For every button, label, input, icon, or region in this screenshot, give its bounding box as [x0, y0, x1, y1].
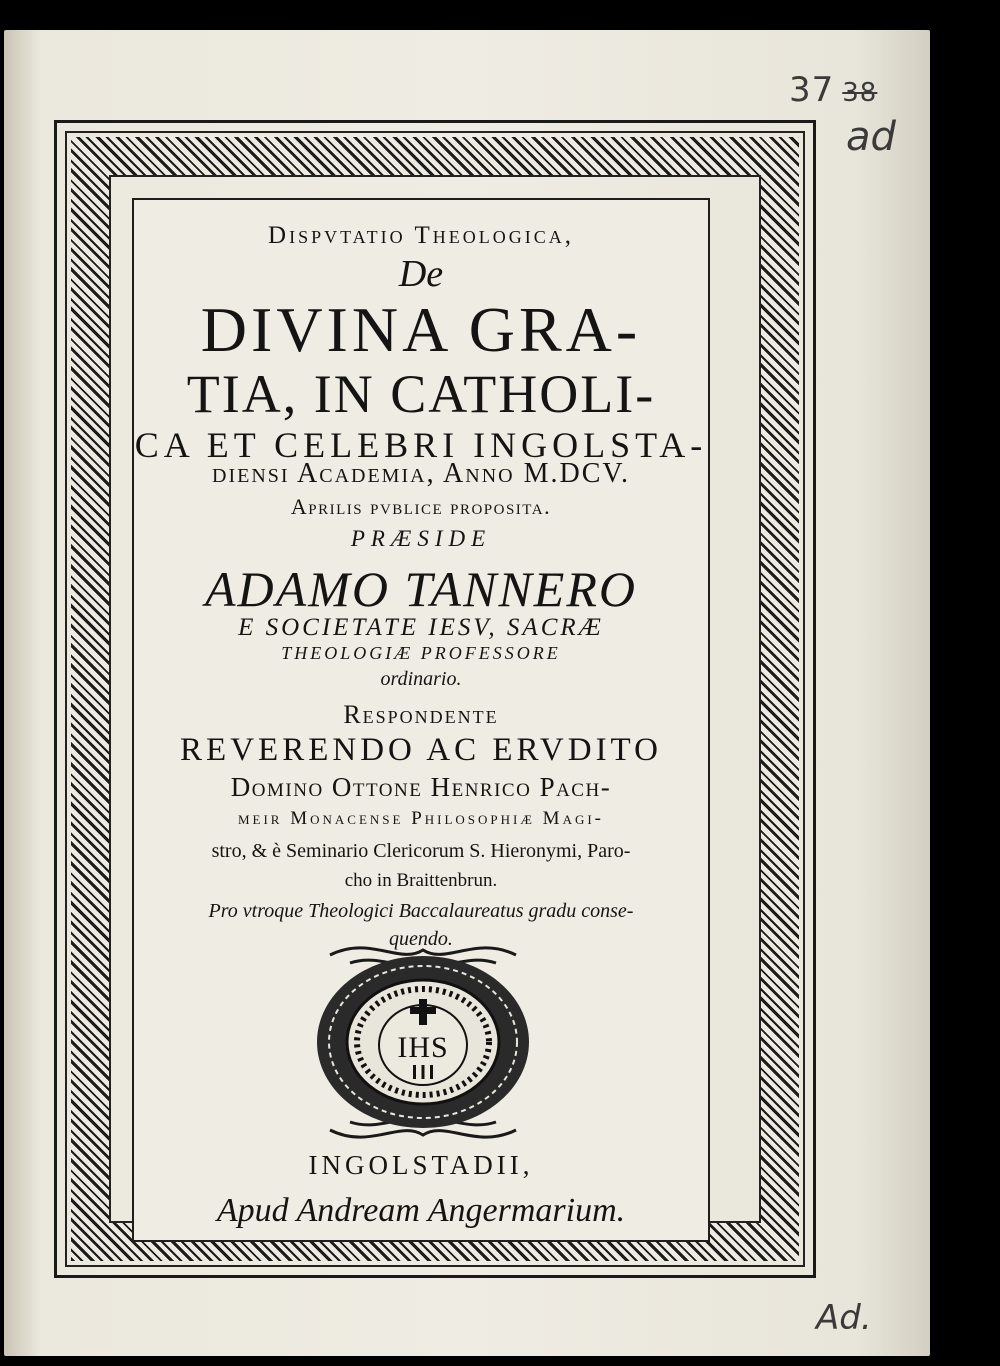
nails-icon	[413, 1065, 433, 1079]
imprint-printer: Apud Andream Angermarium.	[216, 1192, 626, 1229]
presider-name: ADAMO TANNERO	[205, 561, 637, 617]
degree-line-end: quendo.	[389, 928, 453, 950]
praeside-line: PRÆSIDE	[350, 526, 492, 551]
disputatio-line: Dispvtatio Theologica,	[268, 222, 574, 249]
handwritten-mark-top: ad	[846, 114, 896, 160]
parish-line: cho in Braittenbrun.	[344, 870, 498, 891]
ordinario-line: ordinario.	[380, 668, 462, 690]
reverendo-line: REVERENDO AC ERVDITO	[180, 732, 662, 768]
respondent-title-line: meir Monacense Philosophiæ Magi-	[237, 808, 605, 829]
title-line-ca: CA ET CELEBRI INGOLSTA-	[134, 425, 708, 465]
jesuit-emblem	[310, 935, 536, 1150]
seminario-line: stro, & è Seminario Clericorum S. Hieronymi, Paro-	[211, 840, 631, 862]
theologiae-line: THEOLOGIÆ PROFESSORE	[281, 643, 561, 663]
title-line-aprilis: Aprilis pvblice proposita.	[290, 494, 552, 519]
degree-line: Pro vtroque Theologici Baccalaureatus gradu conse-	[208, 900, 634, 922]
imprint-place: INGOLSTADII,	[308, 1150, 534, 1180]
shelf-number: 37	[789, 70, 835, 110]
societate-line: E SOCIETATE IESV, SACRÆ	[238, 614, 604, 641]
title-line-tia: TIA, IN CATHOLI-	[186, 364, 656, 424]
handwritten-mark-bottom: Ad.	[816, 1298, 872, 1338]
title-line-divina: DIVINA GRA-	[200, 294, 642, 365]
title-line-diensi: diensi Academia, Anno M.DCV.	[212, 458, 630, 489]
respondente-line: Respondente	[343, 700, 499, 729]
respondent-name-line: Domino Ottone Henrico Pach-	[230, 772, 612, 802]
page-scan	[4, 30, 930, 1356]
shelf-number-annotation	[789, 70, 877, 110]
shelf-number-struck: 38	[842, 78, 878, 108]
emblem-monogram: IHS	[397, 1031, 449, 1064]
title-text-panel	[132, 198, 710, 1242]
de-line: De	[398, 253, 444, 295]
